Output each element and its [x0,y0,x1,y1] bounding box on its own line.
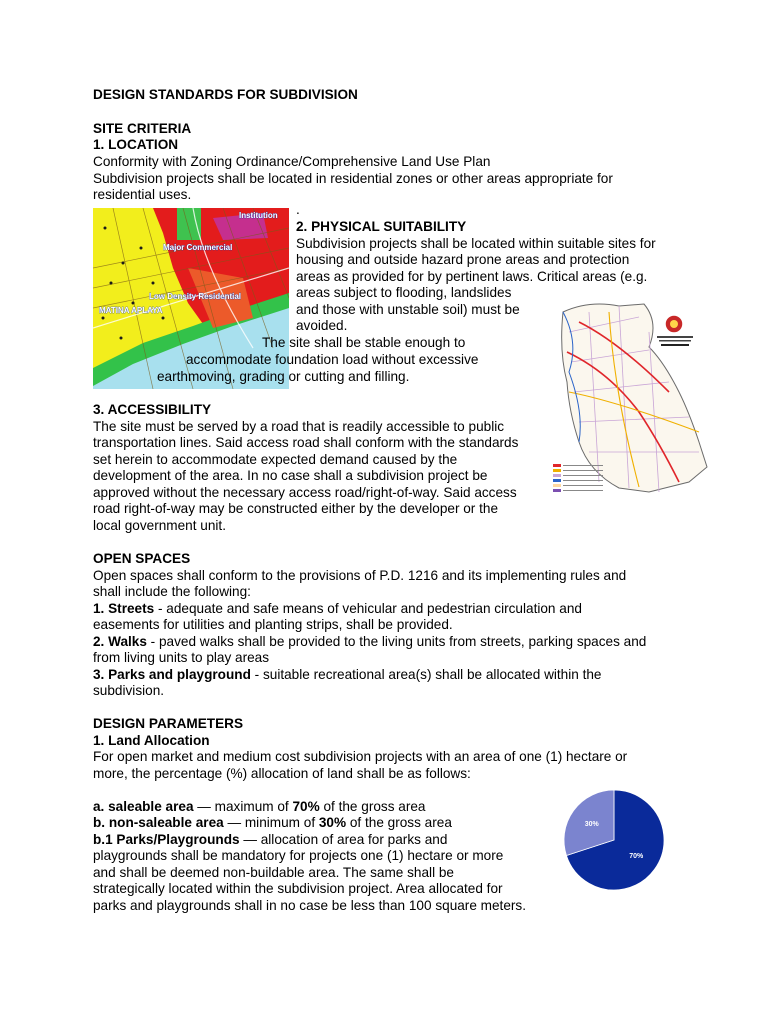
location-heading: 1. LOCATION [93,137,179,152]
parks-playgrounds-line [93,832,627,849]
physical-text: Subdivision projects shall be located within suitable sites for [296,235,656,251]
accessibility-text: transportation lines. Said access road shall conform with the standards [93,435,519,450]
physical-text: areas subject to flooding, landslides [296,285,512,300]
parks-label: 3. Parks and playground [93,666,251,682]
physical-text: housing and outside hazard prone areas and protection [296,252,630,267]
land-allocation-pie-chart [560,789,668,891]
accessibility-heading: 3. ACCESSIBILITY [93,402,212,417]
non-saleable-post: of the gross area [346,815,452,830]
parks-playgrounds-text: parks and playgrounds shall in no case be less than 100 square meters. [93,897,526,913]
physical-text: avoided. [296,318,348,333]
saleable-post: of the gross area [319,798,426,814]
map-label-major-commercial: Major Commercial [163,243,233,252]
open-spaces-text: shall include the following: [93,584,251,599]
parks-playgrounds-text: strategically located within the subdivision project. Area allocated for [93,881,503,896]
walks-item [93,634,646,651]
parks-text-cont: subdivision. [93,683,165,698]
accessibility-text: development of the area. In no case shall a subdivision project be [93,468,488,483]
physical-text: areas as provided for by pertinent laws. Critical areas (e.g. [296,268,648,284]
streets-item [93,601,646,618]
non-saleable-value: 30% [318,815,347,830]
site-criteria-heading: SITE CRITERIA [93,121,192,136]
map-label-matina-aplaya: MATINA APLAYA [99,306,163,315]
map-label-low-density: Low Density Residential [149,292,242,301]
streets-label: 1. Streets [93,600,155,616]
non-saleable-label: b. non-saleable area [93,815,224,830]
stable-text: accommodate foundation load without excessive [186,352,479,367]
walks-text: - paved walks shall be provided to the living units from streets, parking spaces and [146,633,647,649]
location-text: Subdivision projects shall be located in residential zones or other areas appropriate for [93,171,613,186]
location-text: residential uses. [93,187,192,202]
parks-playgrounds-text: — allocation of area for parks and [239,831,448,847]
design-parameters-heading: DESIGN PARAMETERS [93,716,244,731]
saleable-area-line [93,799,627,816]
streets-text-cont: easements for utilities and planting strips, shall be provided. [93,617,453,632]
parks-text: - suitable recreational area(s) shall be allocated within the [250,666,602,682]
design-parameters-section [93,716,627,914]
document-title: DESIGN STANDARDS FOR SUBDIVISION [93,87,358,102]
accessibility-text: local government unit. [93,517,226,533]
location-text: Conformity with Zoning Ordinance/Comprehensive Land Use Plan [93,154,491,169]
parks-playgrounds-text: playgrounds shall be mandatory for projects one (1) hectare or more [93,848,504,863]
accessibility-section [93,402,518,534]
stable-text: earthmoving, grading or cutting and filling. [157,369,410,384]
walks-text-cont: from living units to play areas [93,650,270,665]
open-spaces-heading: OPEN SPACES [93,551,191,566]
pie-slice-label: 70% [629,853,644,861]
parks-playgrounds-text: and shall be deemed non-buildable area. The same shall be [93,864,454,880]
location-dot: . [296,202,300,217]
accessibility-text: set herein to accommodate expected demand caused by the [93,451,458,467]
accessibility-text: road right-of-way may be constructed either by the developer or the [93,501,499,516]
road-map-image [549,292,711,510]
land-allocation-text: more, the percentage (%) allocation of land shall be as follows: [93,765,471,781]
walks-label: 2. Walks [93,633,147,649]
open-spaces-section [93,551,646,700]
non-saleable-pre: — minimum of [223,815,319,830]
land-allocation-text: For open market and medium cost subdivision projects with an area of one (1) hectare or [93,749,628,764]
open-spaces-text: Open spaces shall conform to the provisions of P.D. 1216 and its implementing rules and [93,567,627,583]
saleable-label: a. saleable area [93,798,194,814]
parks-item [93,667,646,684]
streets-text: - adequate and safe means of vehicular and pedestrian circulation and [154,600,582,616]
physical-suitability-heading: 2. PHYSICAL SUITABILITY [296,219,467,234]
pie-slice-label: 30% [584,820,599,828]
saleable-value: 70% [292,798,320,814]
saleable-pre: — maximum of [193,798,293,814]
accessibility-text: approved without the necessary access road/right-of-way. Said access [93,484,517,500]
accessibility-text: The site must be served by a road that is readily accessible to public [93,418,505,434]
land-allocation-heading: 1. Land Allocation [93,732,210,748]
stable-text: The site shall be stable enough to [262,335,466,350]
non-saleable-area-line [93,815,627,832]
physical-text: and those with unstable soil) must be [296,301,520,317]
map-label-institution: Institution [239,211,278,220]
parks-playgrounds-label: b.1 Parks/Playgrounds [93,831,240,847]
